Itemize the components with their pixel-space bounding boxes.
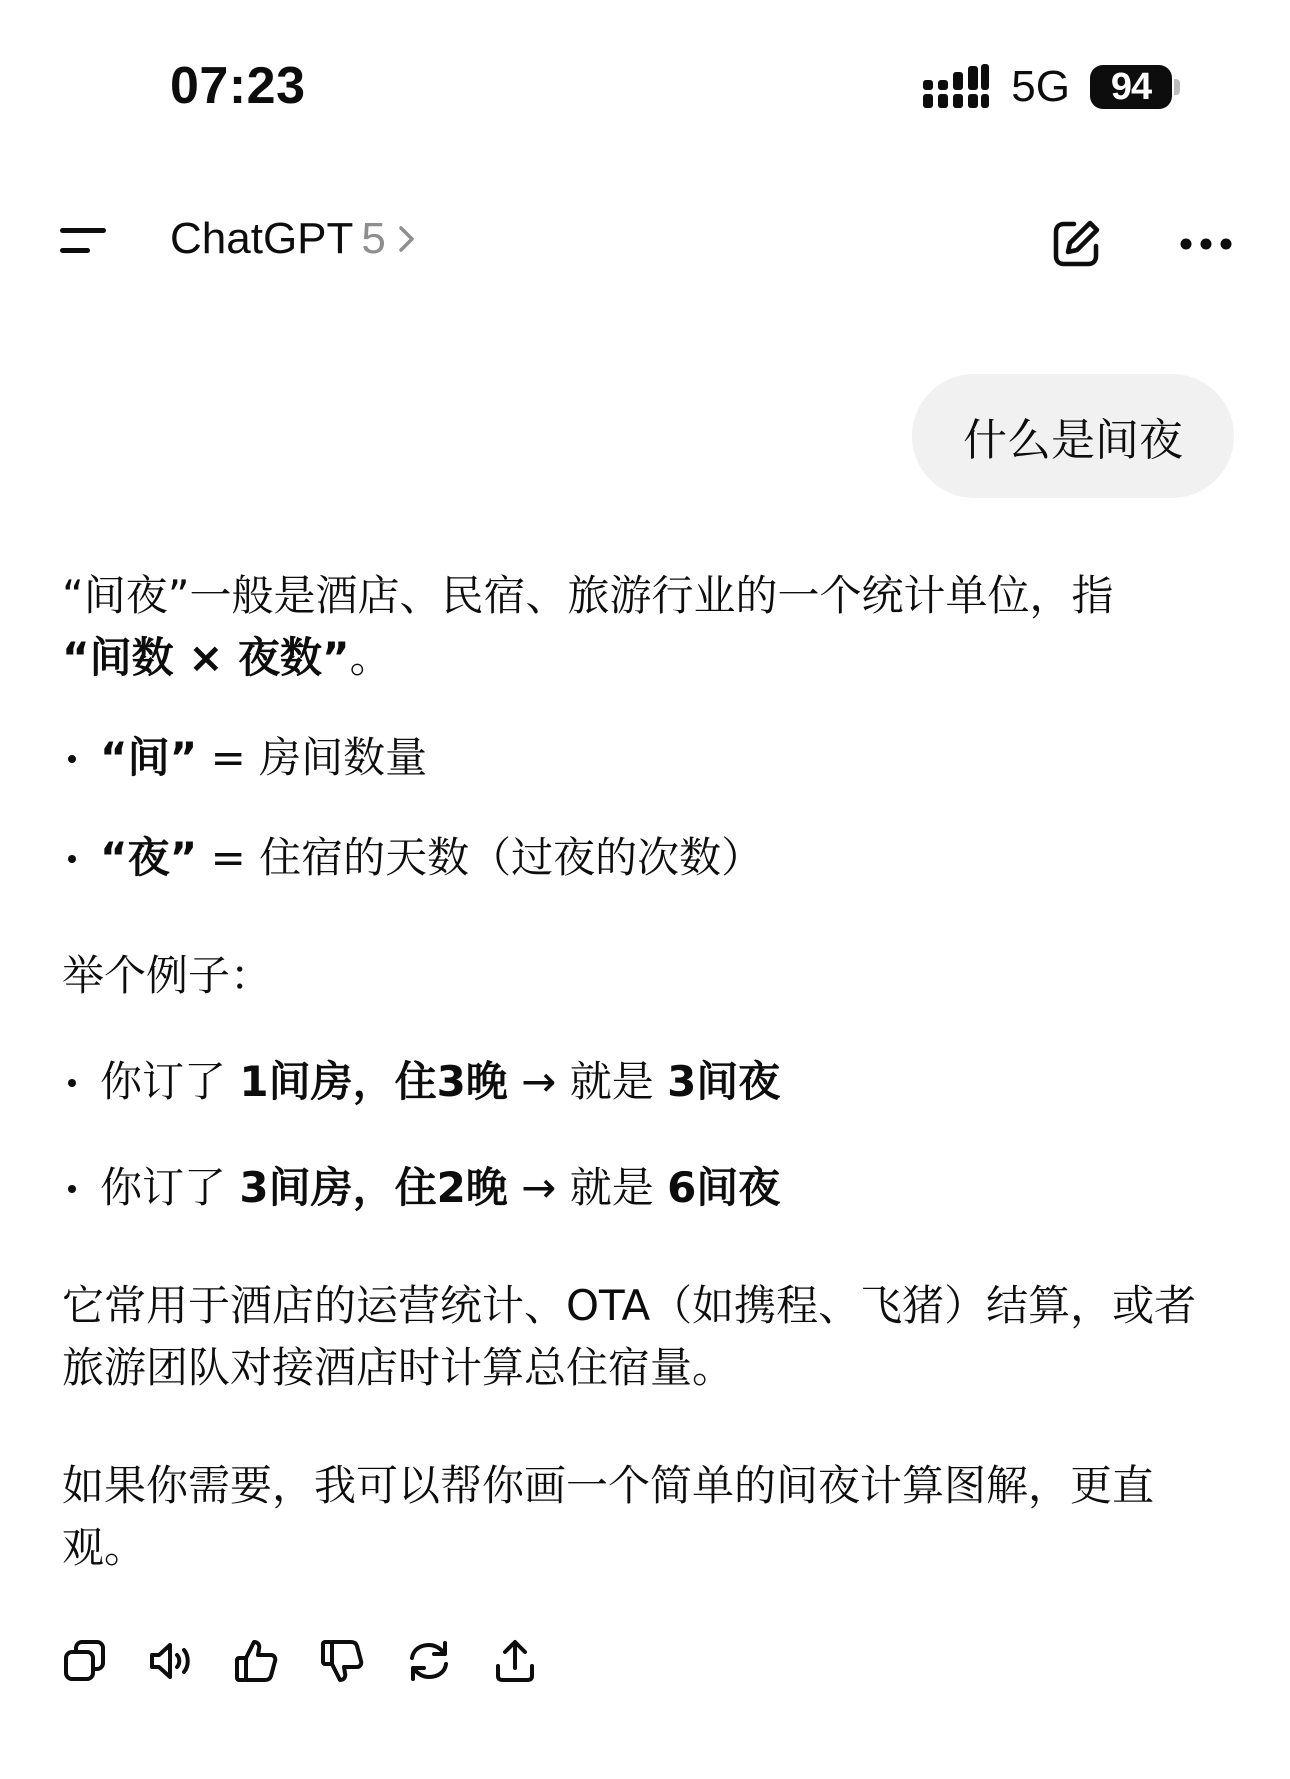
new-chat-icon[interactable]	[1050, 218, 1102, 270]
signal-icon	[923, 64, 989, 110]
read-aloud-icon	[146, 1636, 196, 1686]
share-button[interactable]	[490, 1636, 540, 1686]
model-version: 5	[361, 214, 386, 263]
offer-paragraph: 如果你需要，我可以帮你画一个简单的间夜计算图解，更直观。	[62, 1461, 1155, 1572]
status-time: 07:23	[170, 57, 306, 115]
network-type: 5G	[1011, 62, 1070, 111]
menu-icon[interactable]	[56, 222, 112, 260]
list-item: “间” = 房间数量	[62, 727, 1212, 789]
model-selector[interactable]	[170, 214, 418, 264]
chevron-right-icon	[396, 223, 418, 255]
read-aloud-button[interactable]	[146, 1636, 196, 1686]
share-icon	[490, 1636, 540, 1686]
message-actions	[60, 1636, 576, 1686]
assistant-message	[62, 565, 1212, 1579]
battery-level: 94	[1090, 65, 1172, 109]
example-heading: 举个例子：	[62, 951, 273, 1000]
user-message-bubble	[912, 374, 1234, 498]
list-item: 你订了 3间房，住2晚 → 就是 6间夜	[62, 1157, 1212, 1219]
regenerate-button[interactable]	[404, 1636, 454, 1686]
more-options-icon[interactable]	[1178, 230, 1234, 258]
intro-paragraph: “间夜”一般是酒店、民宿、旅游行业的一个统计单位，指 “间数 × 夜数”。	[62, 571, 1114, 682]
copy-button[interactable]	[60, 1636, 110, 1686]
thumbs-up-icon	[232, 1636, 282, 1686]
copy-icon	[60, 1636, 110, 1686]
thumbs-down-button[interactable]	[318, 1636, 368, 1686]
thumbs-down-icon	[318, 1636, 368, 1686]
model-name: ChatGPT	[170, 214, 354, 263]
list-item: “夜” = 住宿的天数（过夜的次数）	[62, 827, 1212, 889]
thumbs-up-button[interactable]	[232, 1636, 282, 1686]
battery-icon	[1090, 65, 1180, 109]
user-message-text: 什么是间夜	[963, 415, 1183, 466]
regenerate-icon	[404, 1636, 454, 1686]
list-item: 你订了 1间房，住3晚 → 就是 3间夜	[62, 1051, 1212, 1113]
status-indicators	[923, 62, 1180, 112]
battery-cap	[1174, 79, 1180, 95]
usage-paragraph: 它常用于酒店的运营统计、OTA（如携程、飞猪）结算，或者旅游团队对接酒店时计算总住宿量。	[62, 1281, 1197, 1392]
